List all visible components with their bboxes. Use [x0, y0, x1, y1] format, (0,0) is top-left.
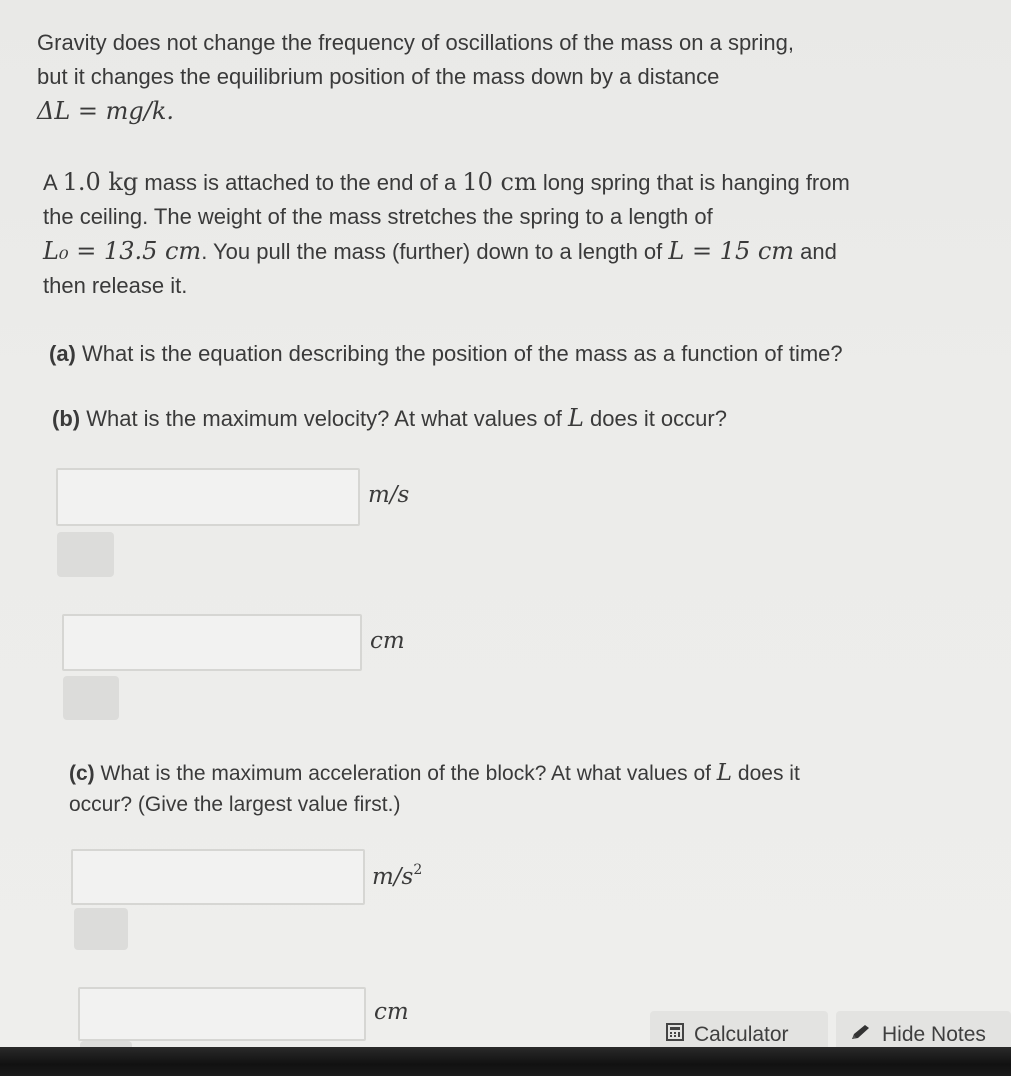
acceleration-unit-base: m/s	[372, 864, 414, 890]
question-b-text: does it occur?	[583, 406, 727, 431]
question-b-variable: L	[567, 404, 584, 432]
acceleration-unit-exponent: 2	[413, 862, 423, 878]
problem-text: then release it.	[43, 273, 188, 298]
velocity-unit: m/s	[368, 482, 410, 508]
pencil-icon	[850, 1023, 872, 1047]
question-c	[69, 758, 949, 820]
acceleration-check-button[interactable]	[74, 908, 128, 950]
intro-line-1: Gravity does not change the frequency of oscillations of the mass on a spring,	[37, 30, 794, 55]
intro-formula: ΔL = mg/k.	[37, 97, 175, 125]
question-b-tag: (b)	[52, 406, 81, 431]
question-a	[49, 337, 979, 371]
velocity-answer-input[interactable]	[56, 468, 360, 526]
acceleration-length-answer-input[interactable]	[78, 987, 366, 1041]
question-b	[52, 401, 982, 436]
hide-notes-label: Hide Notes	[882, 1023, 986, 1046]
question-a-text: What is the equation describing the position of the mass as a function of time?	[75, 341, 843, 366]
calculator-label: Calculator	[694, 1023, 789, 1046]
problem-text: . You pull the mass (further) down to a length of	[201, 239, 669, 264]
question-c-text: occur? (Give the largest value first.)	[69, 793, 401, 816]
screen-bezel	[0, 1047, 1011, 1076]
velocity-check-button[interactable]	[57, 532, 114, 577]
question-c-text: does it	[732, 762, 800, 785]
problem-text: A	[43, 170, 63, 195]
acceleration-length-unit: cm	[374, 999, 409, 1025]
spring-length-value: 10 cm	[462, 168, 537, 196]
intro-line-2: but it changes the equilibrium position of the mass down by a distance	[37, 64, 720, 89]
problem-text: and	[794, 239, 837, 264]
problem-text: the ceiling. The weight of the mass stretches the spring to a length of	[43, 204, 713, 229]
question-a-tag: (a)	[49, 341, 76, 366]
problem-statement	[43, 165, 983, 303]
question-c-text: What is the maximum acceleration of the block? At what values of	[94, 762, 717, 785]
velocity-length-check-button[interactable]	[63, 676, 119, 720]
velocity-length-unit: cm	[370, 628, 405, 654]
problem-text: long spring that is hanging from	[536, 170, 850, 195]
calculator-icon	[666, 1023, 684, 1047]
mass-value: 1.0 kg	[62, 168, 139, 196]
problem-text: mass is attached to the end of a	[138, 170, 463, 195]
acceleration-unit	[372, 862, 422, 890]
intro-paragraph	[37, 26, 967, 129]
question-c-tag: (c)	[69, 762, 95, 785]
velocity-length-answer-input[interactable]	[62, 614, 362, 671]
acceleration-answer-input[interactable]	[71, 849, 365, 905]
L0-value: L₀ = 13.5 cm	[43, 237, 202, 265]
question-b-text: What is the maximum velocity? At what values of	[80, 406, 568, 431]
L-value: L = 15 cm	[668, 237, 795, 265]
question-c-variable: L	[716, 760, 733, 786]
